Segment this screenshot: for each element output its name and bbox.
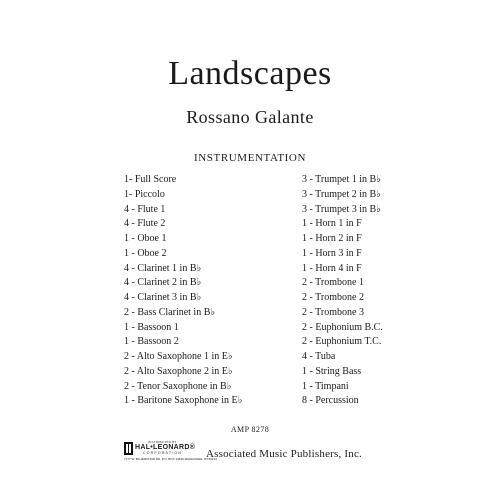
instrument-item: 1 - String Bass [302,365,362,377]
instrument-item: 3 - Trumpet 2 in B♭ [302,188,381,200]
distributor-brand: HAL•LEONARD® [135,444,196,451]
instrument-item: 4 - Clarinet 2 in B♭ [124,277,202,289]
instrument-item: 8 - Percussion [302,395,359,407]
instrumentation-list-left [124,173,242,409]
instrument-item: 2 - Bass Clarinet in B♭ [124,306,216,318]
instrument-item: 1 - Oboe 2 [124,247,167,259]
instrument-item: 1 - Horn 1 in F [302,218,362,230]
instrument-item: 1 - Baritone Saxophone in E♭ [124,395,243,407]
instrument-item: 4 - Tuba [302,351,336,362]
distributor-corporation: CORPORATION [143,451,182,455]
catalog-number: AMP 8278 [230,425,270,434]
instrument-item: 2 - Tenor Saxophone in B♭ [124,380,232,392]
publisher-name: Associated Music Publishers, Inc. [206,448,362,460]
page-title: Landscapes [168,55,332,92]
instrument-item: 3 - Trumpet 1 in B♭ [302,174,381,185]
instrument-item: 1 - Horn 4 in F [302,262,362,274]
instrument-item: 2 - Euphonium B.C. [302,321,383,333]
instrument-item: 2 - Trombone 3 [302,306,364,318]
instrument-item: 1 - Bassoon 2 [124,336,179,348]
instrument-item: 1 - Horn 3 in F [302,247,362,259]
instrument-item: 1 - Timpani [302,380,349,392]
hal-leonard-logo [124,440,217,466]
instrument-item: 2 - Trombone 2 [302,292,364,303]
instrument-item: 4 - Clarinet 3 in B♭ [124,292,202,303]
distributor-address: 7777 W. BLUEMOUND RD. P.O. BOX 13819 MILWAUKEE, WI 53213 [124,457,217,461]
instrumentation-list-right [302,173,383,409]
instrument-item: 2 - Alto Saxophone 1 in E♭ [124,351,233,362]
composer-name: Rossano Galante [186,107,314,127]
distributed-by-label: DISTRIBUTED BY [148,440,177,444]
instrument-item: 4 - Flute 1 [124,203,166,215]
instrument-item: 2 - Trombone 1 [302,277,364,289]
instrument-item: 1- Piccolo [124,188,165,200]
hal-leonard-mark-icon [124,442,133,455]
instrument-item: 1- Full Score [124,174,177,185]
instrument-item: 2 - Euphonium T.C. [302,336,382,348]
instrument-item: 3 - Trumpet 3 in B♭ [302,203,381,215]
instrument-item: 4 - Clarinet 1 in B♭ [124,262,202,274]
instrument-item: 2 - Alto Saxophone 2 in E♭ [124,365,233,377]
instrument-item: 1 - Horn 2 in F [302,233,362,244]
instrument-item: 1 - Oboe 1 [124,233,167,244]
instrument-item: 1 - Bassoon 1 [124,321,179,333]
instrumentation-heading: INSTRUMENTATION [193,152,306,164]
instrument-item: 4 - Flute 2 [124,218,166,230]
